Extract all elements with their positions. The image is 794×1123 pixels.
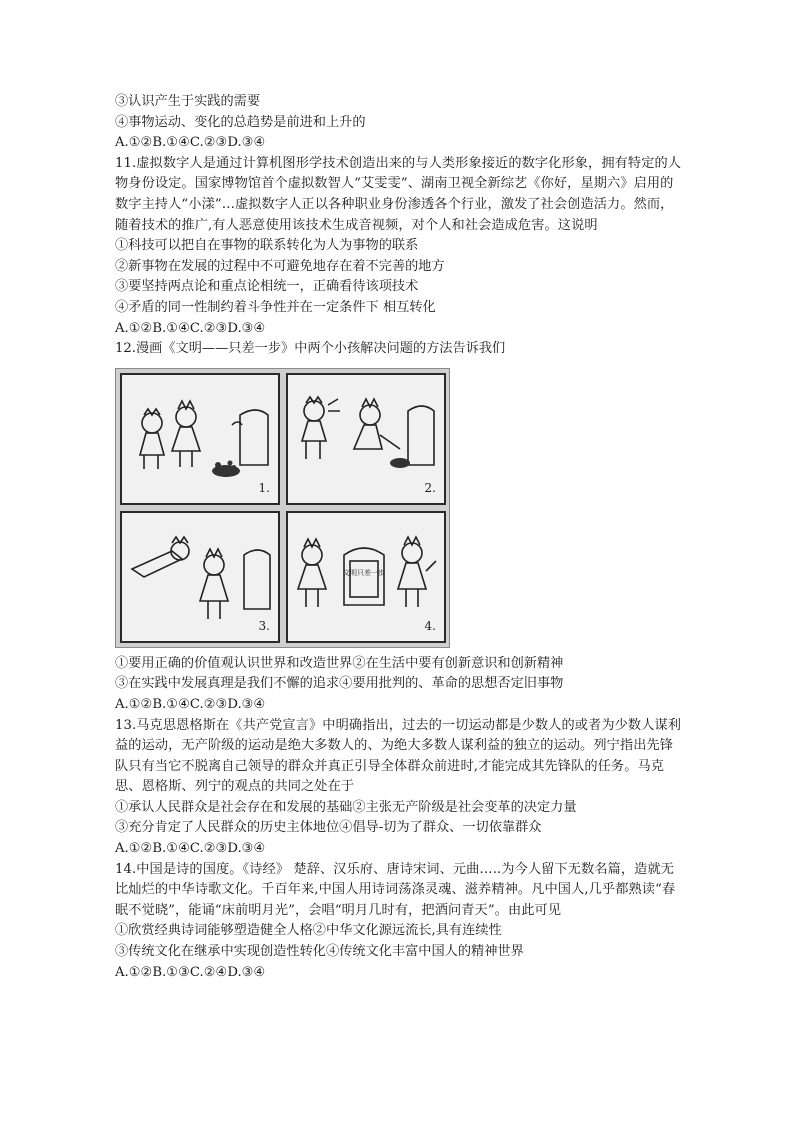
panel-2-drawing	[288, 375, 444, 503]
q10-answer-choices: A.①②B.①④C.②③D.③④	[115, 135, 266, 151]
q12-answer-choices: A.①②B.①④C.②③D.③④	[115, 696, 266, 712]
q13-stem: 13.马克思恩格斯在《共产党宣言》中明确指出，过去的一切运动都是少数人的或者为少数人谋利益的运动，无产阶级的运动是绝大多数人的、为绝大多数人谋利益的独立的运动。列宁指出先锋队只有当它不脱离自己领导的群众并真正引导全体群众前进时,才能完成其先锋队的任务。马克思、恩格斯、列宁的观点的共同之处在于	[115, 717, 682, 795]
question-10-tail	[115, 92, 685, 154]
q11-stem: 11.虚拟数字人是通过计算机图形学技术创造出来的与人类形象接近的数字化形象，拥有特定的人物身份设定。国家博物馆首个虚拟数智人“艾雯雯”、湖南卫视全新综艺《你好，星期六》启用的数字主持人“小漾”…虚拟数字人正以各种职业身份渗透各个行业，激发了社会创造活力。然而，随着技术的推广,有人恶意使用该技术生成音视频，对个人和社会造成危害。这说明	[115, 155, 682, 233]
panel-3-drawing	[122, 513, 278, 641]
comic-panel-3	[120, 511, 280, 643]
sign-text: 文明只差一步	[343, 568, 385, 577]
q11-option-2: ②新事物在发展的过程中不可避免地存在着不完善的地方	[115, 258, 445, 274]
panel-1-drawing	[122, 375, 278, 503]
panel-4-drawing	[288, 513, 444, 641]
question-12	[115, 339, 685, 715]
q12-stem: 12.漫画《文明——只差一步》中两个小孩解决问题的方法告诉我们	[115, 341, 506, 357]
q14-answer-choices: A.①②B.①③C.②④D.③④	[115, 964, 266, 980]
q13-option-3-4: ③充分肯定了人民群众的历史主体地位④倡导-切为了群众、一切依靠群众	[115, 820, 542, 836]
q10-option-3: ③认识产生于实践的需要	[115, 94, 261, 109]
q14-option-1-2: ①欣赏经典诗词能够塑造健全人格②中华文化源远流长,具有连续性	[115, 923, 502, 939]
question-14	[115, 860, 685, 984]
question-11	[115, 154, 685, 339]
q14-option-3-4: ③传统文化在继承中实现创造性转化④传统文化丰富中国人的精神世界	[115, 944, 524, 960]
q11-option-3: ③要坚持两点论和重点论相统一，正确看待该项技术	[115, 279, 419, 295]
q11-answer-choices: A.①②B.①④C.②③D.③④	[115, 320, 266, 336]
q11-option-4: ④矛盾的同一性制约着斗争性并在一定条件下 相互转化	[115, 299, 436, 315]
question-13	[115, 716, 685, 860]
comic-panel-4	[286, 511, 446, 643]
q10-option-4: ④事物运动、变化的总趋势是前进和上升的	[115, 114, 366, 130]
q13-answer-choices: A.①②B.①④C.②③D.③④	[115, 841, 266, 857]
comic-strip	[115, 368, 450, 648]
q13-option-1-2: ①承认人民群众是社会存在和发展的基础②主张无产阶级是社会变革的决定力量	[115, 799, 577, 815]
panel-2-number: 2.	[424, 481, 436, 496]
q12-option-1-2: ①要用正确的价值观认识世界和改造世界②在生活中要有创新意识和创新精神	[115, 655, 564, 671]
panel-3-number: 3.	[258, 619, 270, 634]
comic-panel-2	[286, 373, 446, 505]
q12-option-3-4: ③在实践中发展真理是我们不懈的追求④要用批判的、革命的思想否定旧事物	[115, 676, 564, 692]
comic-panel-1	[120, 373, 280, 505]
q11-option-1: ①科技可以把自在事物的联系转化为人为事物的联系	[115, 238, 419, 254]
panel-4-number: 4.	[424, 619, 436, 634]
panel-1-number: 1.	[258, 481, 270, 496]
q14-stem: 14.中国是诗的国度。《诗经》 楚辞、汉乐府、唐诗宋词、元曲…..为今人留下无数名篇，造就无比灿烂的中华诗歌文化。千百年来,中国人用诗词荡涤灵魂、滋养精神。凡中国人,几乎都熟读“春眠不觉晓”，能诵“床前明月光”，会唱“明月几时有，把酒问青天”。由此可见	[115, 861, 676, 918]
exam-page	[115, 92, 685, 983]
